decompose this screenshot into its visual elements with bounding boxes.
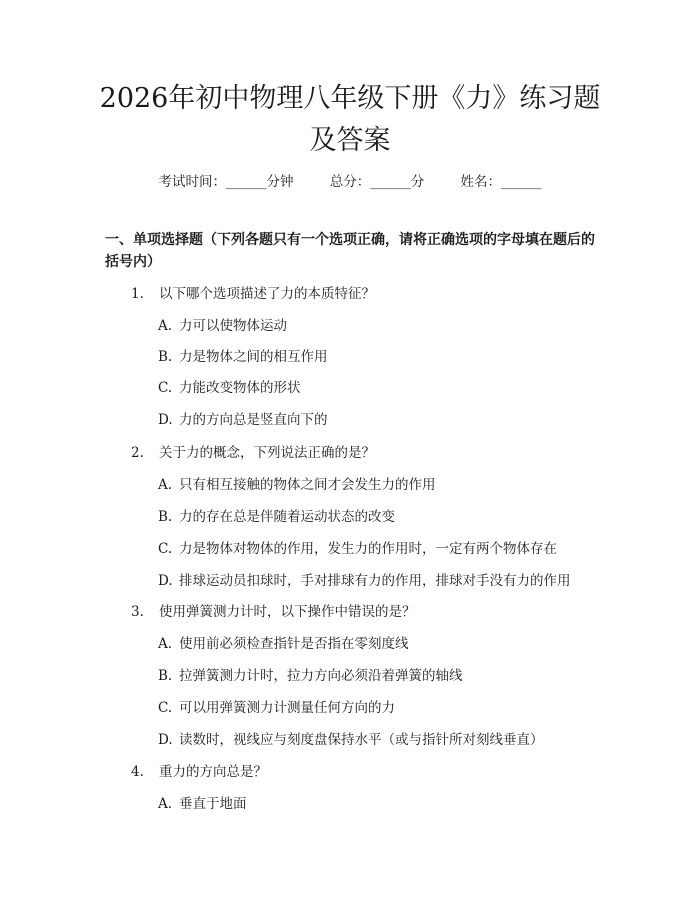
option-letter: D. [158,573,173,589]
option-text: 拉弹簧测力计时，拉力方向必须沿着弹簧的轴线 [179,668,463,684]
option-text: 力是物体之间的相互作用 [179,349,328,365]
question-3-option-a [158,632,409,652]
option-letter: D. [158,732,173,748]
student-name-field: 姓名：______ [460,174,542,190]
question-2-option-c [158,537,557,557]
question-1-option-a [158,314,287,334]
question-3-option-c [158,696,395,716]
option-text: 可以用弹簧测力计测量任何方向的力 [179,700,395,716]
option-text: 排球运动员扣球时，手对排球有力的作用，排球对手没有力的作用 [179,573,571,589]
option-text: 力的存在总是伴随着运动状态的改变 [179,509,395,525]
question-2 [131,441,375,461]
total-score-field: 总分：______分 [329,174,425,190]
option-letter: B. [158,509,173,525]
option-text: 力能改变物体的形状 [179,380,301,396]
option-letter: A. [158,796,173,812]
question-text: 以下哪个选项描述了力的本质特征？ [159,286,375,302]
option-text: 力是物体对物体的作用，发生力的作用时，一定有两个物体存在 [179,541,557,557]
question-1 [131,282,375,302]
question-text: 重力的方向总是？ [159,764,267,780]
question-text: 使用弹簧测力计时，以下操作中错误的是？ [159,604,416,620]
exam-meta [0,170,700,190]
option-letter: A. [158,636,173,652]
question-4-option-a [158,792,247,812]
option-letter: B. [158,349,173,365]
question-1-option-d [158,408,328,428]
question-number: 1. [131,286,144,302]
option-letter: A. [158,318,173,334]
option-letter: C. [158,380,173,396]
section-title: 一、单项选择题（下列各题只有一个选项正确，请将正确选项的字母填在题后的括号内） [105,232,595,270]
document-title: 2026年初中物理八年级下册《力》练习题及答案 [99,83,601,156]
question-3-option-d [158,728,544,748]
question-1-option-b [158,345,328,365]
question-text: 关于力的概念，下列说法正确的是？ [159,445,375,461]
option-text: 只有相互接触的物体之间才会发生力的作用 [179,477,436,493]
question-4 [131,760,267,780]
option-letter: C. [158,700,173,716]
option-letter: B. [158,668,173,684]
question-3-option-b [158,664,463,684]
option-text: 使用前必须检查指针是否指在零刻度线 [179,636,409,652]
question-2-option-b [158,505,395,525]
option-text: 力的方向总是竖直向下的 [179,412,328,428]
question-1-option-c [158,376,301,396]
option-letter: D. [158,412,173,428]
question-number: 3. [131,604,144,620]
exam-time-field: 考试时间：______分钟 [158,174,294,190]
option-text: 力可以使物体运动 [179,318,287,334]
option-letter: A. [158,477,173,493]
question-2-option-d [158,569,571,589]
question-3 [131,600,416,620]
question-number: 2. [131,445,144,461]
question-number: 4. [131,764,144,780]
question-2-option-a [158,473,436,493]
option-text: 垂直于地面 [179,796,247,812]
option-letter: C. [158,541,173,557]
option-text: 读数时，视线应与刻度盘保持水平（或与指针所对刻线垂直） [179,732,544,748]
